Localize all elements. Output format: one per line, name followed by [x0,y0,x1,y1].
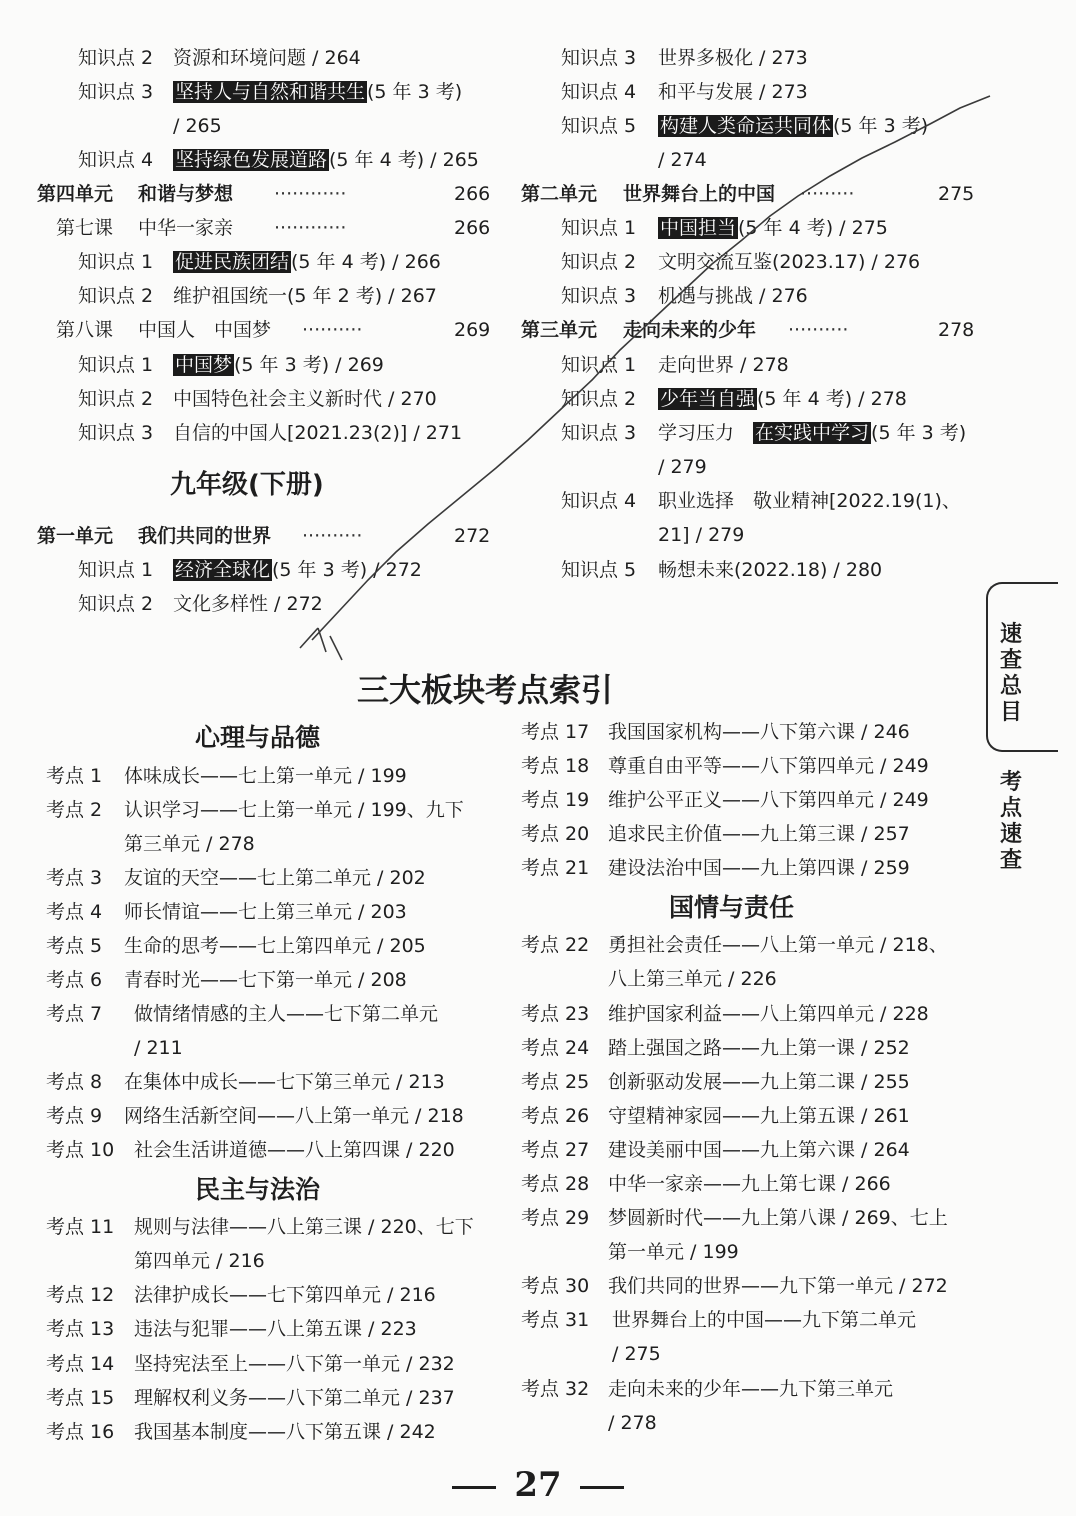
kd-text: 踏上强国之路——九上第一课 / 252 [608,1037,910,1059]
highlight-term: 促进民族团结 [175,251,290,273]
kd-label: 考点 31 [521,1309,590,1331]
kd-text: 维护公平正义——八下第四单元 / 249 [608,789,929,811]
kp-label: 知识点 1 [561,354,637,376]
page-dash-right [580,1486,624,1489]
kd-label: 考点 6 [46,969,103,991]
kd-label: 考点 16 [46,1421,115,1443]
lesson-title: 中国人 中国梦 [138,319,272,341]
highlight-term: 构建人类命运共同体 [660,115,832,137]
kd-text: 在集体中成长——七下第三单元 / 213 [124,1071,445,1093]
kp-rest: (5 年 4 考) / 275 [738,217,888,239]
kd-label: 考点 24 [521,1037,590,1059]
unit-title: 走向未来的少年 [623,319,757,341]
leader-dots: ············ [274,217,347,239]
kp-pre: 学习压力 [658,422,754,444]
leader-dots: ·········· [302,319,363,341]
kd-label: 考点 15 [46,1387,115,1409]
kd-text: 中华一家亲——九上第七课 / 266 [608,1173,891,1195]
kd-text: 做情绪情感的主人——七下第二单元 [134,1003,439,1025]
kp-text: 职业选择 敬业精神[2022.19(1)、 [658,490,961,512]
kp-label: 知识点 1 [78,559,154,581]
kd-label: 考点 30 [521,1275,590,1297]
kd-label: 考点 7 [46,1003,103,1025]
kd-text: 我们共同的世界——九下第一单元 / 272 [608,1275,948,1297]
grade-heading: 九年级(下册) [170,470,324,500]
leader-dots: ·········· [788,319,849,341]
kp-rest: (5 年 3 考) [367,81,463,103]
lesson-label: 第七课 [56,217,114,239]
kp-label: 知识点 2 [561,388,637,410]
kp-rest: (5 年 3 考) [833,115,929,137]
kp-text: 世界多极化 / 273 [658,47,808,69]
lesson-title: 中华一家亲 [138,217,234,239]
kp-rest: (5 年 3 考) [871,422,967,444]
kd-label: 考点 22 [521,934,590,956]
kd-cont: 八上第三单元 / 226 [608,968,777,990]
kd-label: 考点 9 [46,1105,103,1127]
kd-text: 体味成长——七上第一单元 / 199 [124,765,407,787]
kp-label: 知识点 1 [78,251,154,273]
kd-label: 考点 25 [521,1071,590,1093]
kd-text: 建设法治中国——九上第四课 / 259 [608,857,910,879]
kd-text: 坚持宪法至上——八下第一单元 / 232 [134,1353,455,1375]
kd-label: 考点 20 [521,823,590,845]
section-heading: 心理与品德 [195,723,321,752]
kd-text: 尊重自由平等——八下第四单元 / 249 [608,755,929,777]
kd-label: 考点 19 [521,789,590,811]
index-title: 三大板块考点索引 [357,671,614,709]
kd-label: 考点 5 [46,935,103,957]
kd-text: 生命的思考——七上第四单元 / 205 [124,935,426,957]
kd-label: 考点 29 [521,1207,590,1229]
kd-text: 追求民主价值——九上第三课 / 257 [608,823,910,845]
unit-page: 278 [938,319,975,341]
kp-label: 知识点 2 [78,47,154,69]
kp-label: 知识点 2 [78,593,154,615]
kp-rest: (5 年 3 考) / 272 [272,559,422,581]
kd-text: 世界舞台上的中国——九下第二单元 [612,1309,917,1331]
section-heading: 民主与法治 [195,1175,321,1204]
kd-label: 考点 4 [46,901,103,923]
kd-text: 维护国家利益——八上第四单元 / 228 [608,1003,929,1025]
kd-text: 青春时光——七下第一单元 / 208 [124,969,407,991]
kd-cont: 第三单元 / 278 [124,833,255,855]
kp-text: 中国特色社会主义新时代 / 270 [173,388,437,410]
kd-label: 考点 8 [46,1071,103,1093]
highlight-term: 坚持绿色发展道路 [175,149,328,171]
kd-text: 勇担社会责任——八上第一单元 / 218、 [608,934,948,956]
kp-rest: (5 年 3 考) / 269 [234,354,384,376]
page-dash-left [452,1486,496,1489]
kp-text: 文明交流互鉴(2023.17) / 276 [658,251,921,273]
kd-label: 考点 1 [46,765,103,787]
page-number [0,1465,1076,1505]
kp-label: 知识点 2 [78,285,154,307]
kd-text: 友谊的天空——七上第二单元 / 202 [124,867,426,889]
kp-label: 知识点 5 [561,559,637,581]
highlight-term: 在实践中学习 [755,422,870,444]
kd-label: 考点 12 [46,1284,115,1306]
section-heading: 国情与责任 [669,893,795,922]
kp-page: / 279 [658,456,707,478]
kd-cont: 第四单元 / 216 [134,1250,265,1272]
kd-cont: 第一单元 / 199 [608,1241,739,1263]
kp-label: 知识点 4 [561,81,637,103]
kp-text: 维护祖国统一(5 年 2 考) / 267 [173,285,437,307]
kd-label: 考点 26 [521,1105,590,1127]
kd-text: 师长情谊——七上第三单元 / 203 [124,901,407,923]
unit-page: 275 [938,183,975,205]
kp-label: 知识点 3 [78,81,154,103]
kp-text: 和平与发展 / 273 [658,81,808,103]
kd-text: 梦圆新时代——九上第八课 / 269、七上 [608,1207,948,1229]
kd-text: 规则与法律——八上第三课 / 220、七下 [134,1216,474,1238]
page-number-value: 27 [514,1465,562,1505]
unit-page: 272 [454,525,491,547]
kd-text: 理解权利义务——八下第二单元 / 237 [134,1387,455,1409]
kd-text: 法律护成长——七下第四单元 / 216 [134,1284,436,1306]
kp-page: / 265 [173,115,222,137]
kp-label: 知识点 3 [78,422,154,444]
kp-label: 知识点 1 [78,354,154,376]
highlight-term: 坚持人与自然和谐共生 [175,81,366,103]
leader-dots: ············ [274,183,347,205]
kd-text: 创新驱动发展——九上第二课 / 255 [608,1071,910,1093]
kd-label: 考点 27 [521,1139,590,1161]
unit-label: 第二单元 [521,183,598,205]
highlight-term: 中国梦 [175,354,233,376]
kp-rest: (5 年 4 考) / 265 [329,149,479,171]
kp-text: 机遇与挑战 / 276 [658,285,808,307]
unit-label: 第一单元 [37,525,114,547]
kd-text: 走向未来的少年——九下第三单元 [608,1378,894,1400]
kd-label: 考点 17 [521,721,590,743]
kd-label: 考点 13 [46,1318,115,1340]
kd-cont: / 211 [134,1037,183,1059]
kd-label: 考点 23 [521,1003,590,1025]
highlight-term: 少年当自强 [660,388,756,410]
unit-title: 世界舞台上的中国 [623,183,776,205]
kp-page: / 274 [658,149,707,171]
kd-label: 考点 14 [46,1353,115,1375]
kp-label: 知识点 4 [561,490,637,512]
kd-label: 考点 3 [46,867,103,889]
kd-label: 考点 10 [46,1139,115,1161]
side-tab-quick-toc[interactable]: 速查总目 [999,622,1022,725]
kd-cont: / 275 [612,1343,661,1365]
kp-label: 知识点 3 [561,422,637,444]
kp-page: 21] / 279 [658,524,745,546]
kd-text: 社会生活讲道德——八上第四课 / 220 [134,1139,455,1161]
kp-text: 自信的中国人[2021.23(2)] / 271 [173,422,463,444]
kd-label: 考点 18 [521,755,590,777]
kd-label: 考点 2 [46,799,103,821]
unit-page: 266 [454,183,491,205]
lesson-page: 269 [454,319,491,341]
kp-label: 知识点 3 [561,47,637,69]
unit-label: 第四单元 [37,183,114,205]
unit-title: 我们共同的世界 [138,525,272,547]
kp-text: 文化多样性 / 272 [173,593,323,615]
kp-text: 走向世界 / 278 [658,354,789,376]
side-tab-exam-points[interactable]: 考点速查 [999,770,1022,873]
pencil-strike-line [0,0,1076,680]
handwritten-mark-icon [300,628,342,660]
highlight-term: 中国担当 [660,217,737,239]
highlight-term: 经济全球化 [175,559,271,581]
kp-label: 知识点 1 [561,217,637,239]
kp-rest: (5 年 4 考) / 278 [757,388,907,410]
lesson-page: 266 [454,217,491,239]
kp-text: 畅想未来(2022.18) / 280 [658,559,883,581]
kd-text: 我国基本制度——八下第五课 / 242 [134,1421,436,1443]
kd-text: 守望精神家园——九上第五课 / 261 [608,1105,910,1127]
kp-label: 知识点 4 [78,149,154,171]
kd-label: 考点 11 [46,1216,115,1238]
kd-cont: / 278 [608,1412,657,1434]
kd-text: 认识学习——七上第一单元 / 199、九下 [124,799,464,821]
kp-text: 资源和环境问题 / 264 [173,47,361,69]
kd-text: 我国国家机构——八下第六课 / 246 [608,721,910,743]
kp-label: 知识点 2 [78,388,154,410]
kp-label: 知识点 3 [561,285,637,307]
lesson-label: 第八课 [56,319,114,341]
kd-text: 违法与犯罪——八上第五课 / 223 [134,1318,417,1340]
kd-text: 建设美丽中国——九上第六课 / 264 [608,1139,910,1161]
kp-label: 知识点 5 [561,115,637,137]
leader-dots: ·········· [302,525,363,547]
kd-label: 考点 28 [521,1173,590,1195]
kd-label: 考点 21 [521,857,590,879]
unit-title: 和谐与梦想 [138,183,234,205]
leader-dots: ········· [800,183,855,205]
unit-label: 第三单元 [521,319,598,341]
kd-label: 考点 32 [521,1378,590,1400]
kp-rest: (5 年 4 考) / 266 [291,251,441,273]
kd-text: 网络生活新空间——八上第一单元 / 218 [124,1105,464,1127]
kp-label: 知识点 2 [561,251,637,273]
